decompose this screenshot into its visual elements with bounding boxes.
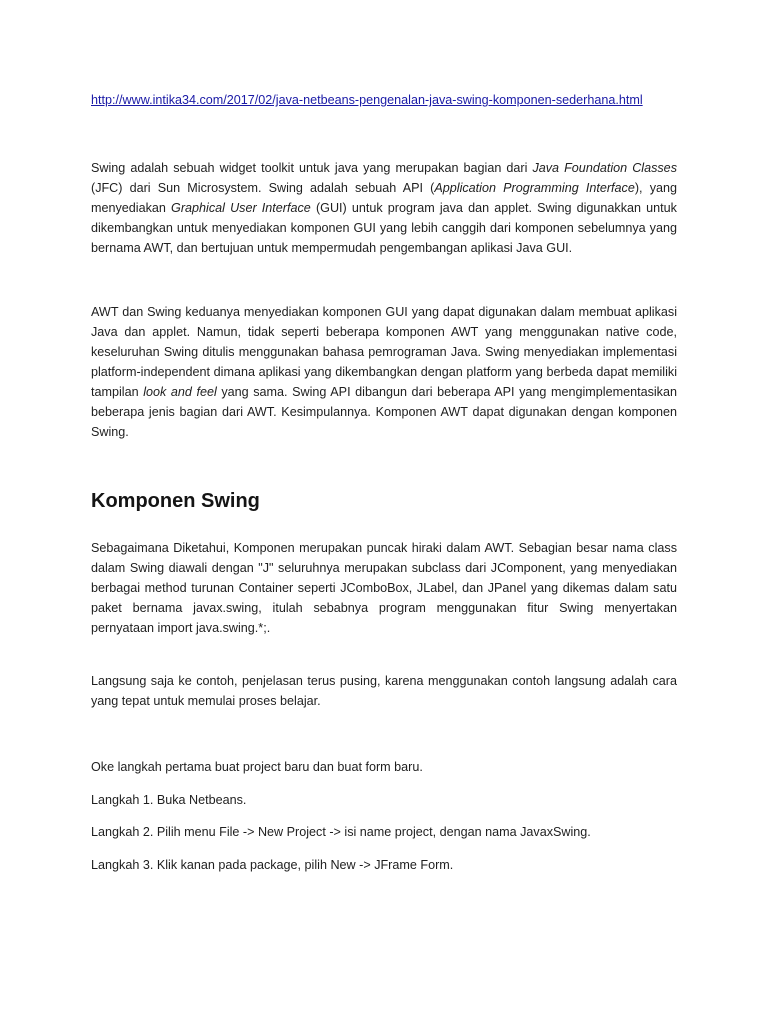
paragraph-komponen: Sebagaimana Diketahui, Komponen merupakan puncak hiraki dalam AWT. Sebagian besar nama class dalam Swing diawali dengan "J" seluruhnya merupakan subclass dari JComponent, yang menyediakan berbagai method turunan Container seperti JComboBox, JLabel, dan JPanel yang dikemas dalam satu paket bernama javax.swing, itulah sebabnya program menggunakan fitur Swing menyertakan pernyataan import java.swing.*;. (91, 541, 677, 635)
italic-term: Graphical User Interface (171, 201, 311, 215)
italic-term: Java Foundation Classes (532, 161, 677, 175)
step-2: Langkah 2. Pilih menu File -> New Project -> isi name project, dengan nama JavaxSwing. (91, 825, 591, 839)
paragraph-text: (GUI) untuk program java dan applet. Swing digunakkan untuk dikembangkan untuk menyediakan komponen GUI yang lebih canggih dari komponen sebelumnya yang bernama AWT, dan bertujuan untuk mempermudah pengembangan aplikasi Java GUI. (91, 201, 677, 255)
paragraph-contoh: Langsung saja ke contoh, penjelasan terus pusing, karena menggunakan contoh langsung adalah cara yang tepat untuk memulai proses belajar. (91, 674, 677, 708)
step-3: Langkah 3. Klik kanan pada package, pilih New -> JFrame Form. (91, 858, 454, 872)
italic-term: look and feel (143, 385, 217, 399)
paragraph-text: yang sama. Swing API dibangun dari beberapa API yang mengimplementasikan beberapa jenis bagian dari AWT. Kesimpulannya. Komponen AWT dapat digunakan dengan komponen Swing. (91, 385, 677, 439)
step-intro: Oke langkah pertama buat project baru dan buat form baru. (91, 760, 423, 774)
paragraph-text: (JFC) dari Sun Microsystem. Swing adalah sebuah API ( (91, 181, 435, 195)
source-link[interactable]: http://www.intika34.com/2017/02/java-netbeans-pengenalan-java-swing-komponen-sederhana.html (91, 93, 643, 107)
paragraph-awt-swing (91, 302, 677, 442)
italic-term: Application Programming Interface (434, 181, 635, 195)
paragraph-swing-intro (91, 158, 677, 258)
paragraph-text: AWT dan Swing keduanya menyediakan komponen GUI yang dapat digunakan dalam membuat aplikasi Java dan applet. Namun, tidak seperti beberapa komponen AWT yang menggunakan native code, keseluruhan Swing ditulis menggunakan bahasa pemrograman Java. Swing menyediakan implementasi platform-independent dimana aplikasi yang dikembangkan dengan platform yang berbeda dapat memiliki tampilan (91, 305, 677, 399)
step-1: Langkah 1. Buka Netbeans. (91, 793, 247, 807)
paragraph-text: Swing adalah sebuah widget toolkit untuk java yang merupakan bagian dari (91, 161, 533, 175)
section-heading: Komponen Swing (91, 490, 260, 512)
paragraph-text: ), yang menyediakan (91, 181, 677, 215)
